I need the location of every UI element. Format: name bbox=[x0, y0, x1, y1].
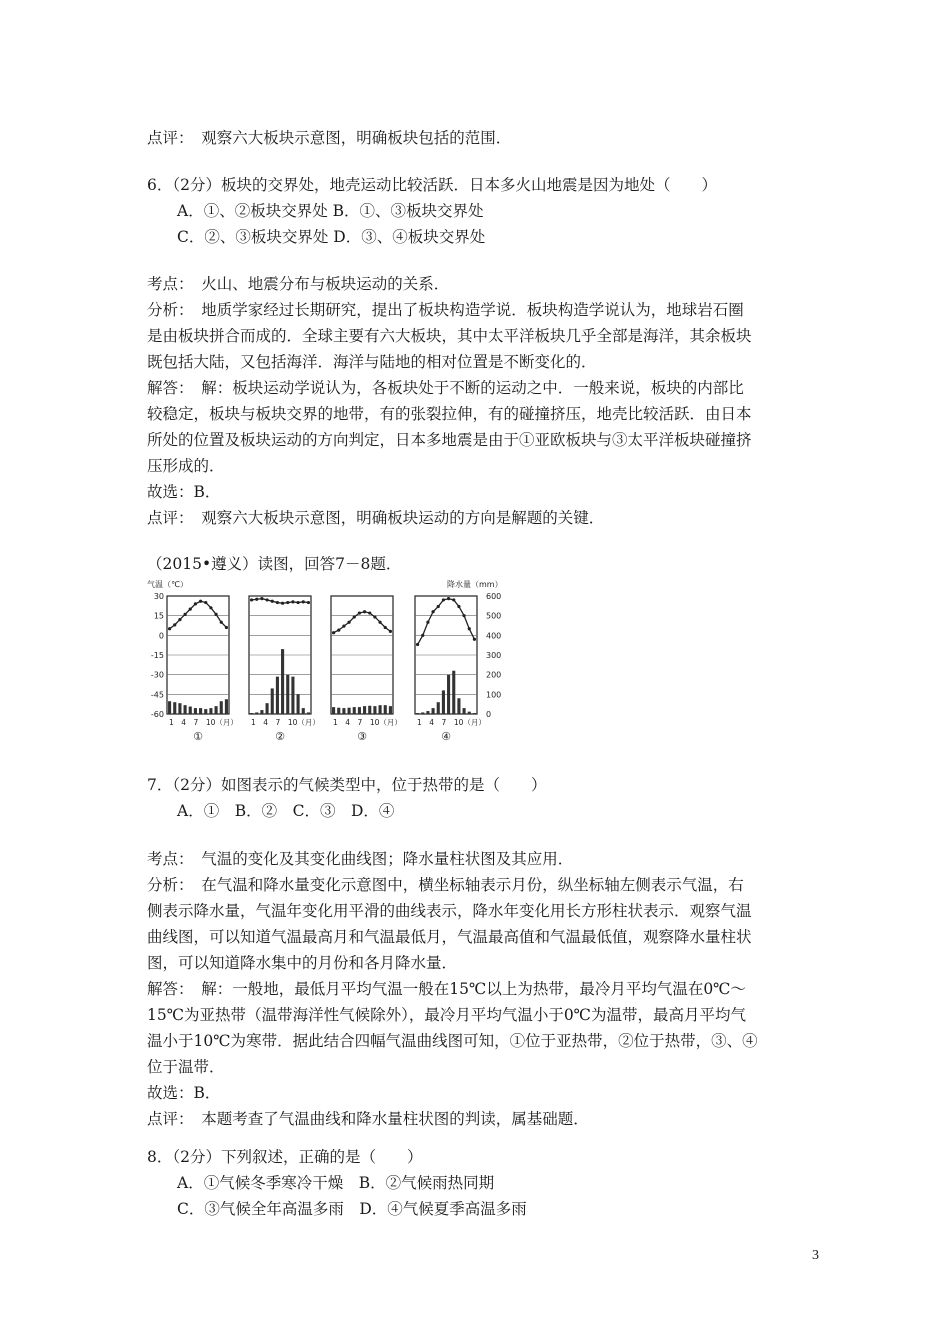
temperature-point bbox=[220, 621, 223, 624]
month-axis-label: 1 4 7 10（月） bbox=[251, 718, 320, 727]
panel-label: ② bbox=[275, 730, 285, 743]
temperature-point bbox=[368, 611, 371, 614]
q7-answer-3: 温小于10℃为寒带．据此结合四幅气温曲线图可知，①位于亚热带，②位于热带，③、④ bbox=[147, 1032, 758, 1050]
temp-tick-label: -45 bbox=[150, 690, 164, 700]
temperature-line bbox=[418, 599, 475, 645]
precip-bar bbox=[225, 699, 228, 714]
q7-point: 考点： 气温的变化及其变化曲线图；降水量柱状图及其应用． bbox=[147, 850, 574, 868]
question-6: 6．（2分）板块的交界处，地壳运动比较活跃．日本多火山地震是因为地处（ ） bbox=[147, 176, 717, 194]
temperature-point bbox=[378, 621, 381, 624]
precip-bar bbox=[447, 675, 450, 714]
q7-answer-1: 解答： 解：一般地，最低月平均气温一般在15℃以上为热带，最冷月平均气温在0℃～ bbox=[147, 980, 747, 998]
temperature-point bbox=[204, 601, 207, 604]
precip-bar bbox=[297, 694, 300, 714]
q7-analysis-3: 曲线图，可以知道气温最高月和气温最低月，气温最高值和气温最低值，观察降水量柱状 bbox=[147, 928, 752, 946]
temperature-point bbox=[389, 630, 392, 633]
temperature-point bbox=[353, 615, 356, 618]
precip-bar bbox=[416, 713, 419, 714]
precip-bar bbox=[168, 701, 171, 714]
precip-bar bbox=[384, 705, 387, 714]
panel-label: ④ bbox=[441, 730, 451, 743]
question-6-options-ab: A．①、②板块交界处 B．①、③板块交界处 bbox=[177, 202, 484, 220]
temperature-point bbox=[332, 631, 335, 634]
temperature-point bbox=[431, 610, 434, 613]
question-8-options-ab: A．①气候冬季寒冷干燥 B．②气候雨热同期 bbox=[177, 1174, 495, 1192]
q6-analysis-2: 是由板块拼合而成的．全球主要有六大板块，其中太平洋板块几乎全部是海洋，其余板块 bbox=[147, 327, 752, 345]
q7-analysis-2: 侧表示降水量，气温年变化用平滑的曲线表示，降水年变化用长方形柱状表示．观察气温 bbox=[147, 902, 752, 920]
temperature-point bbox=[189, 608, 192, 611]
precip-bar bbox=[281, 649, 284, 714]
precip-bar bbox=[437, 702, 440, 714]
precip-bar bbox=[363, 706, 366, 714]
temperature-point bbox=[276, 601, 279, 604]
temperature-point bbox=[347, 621, 350, 624]
temperature-point bbox=[271, 600, 274, 603]
temperature-line bbox=[334, 612, 391, 633]
temperature-point bbox=[296, 601, 299, 604]
temperature-line bbox=[252, 599, 309, 604]
precip-bar bbox=[389, 706, 392, 714]
temperature-point bbox=[209, 606, 212, 609]
question-8: 8．（2分）下列叙述，正确的是（ ） bbox=[147, 1148, 423, 1166]
precip-bar bbox=[302, 708, 305, 714]
question-6-options-cd: C．②、③板块交界处 D．③、④板块交界处 bbox=[177, 228, 486, 246]
precip-bar bbox=[332, 707, 335, 714]
q6-analysis-3: 既包括大陆，又包括海洋．海洋与陆地的相对位置是不断变化的． bbox=[147, 353, 597, 371]
temp-tick-label: -60 bbox=[150, 710, 164, 719]
temperature-point bbox=[199, 600, 202, 603]
temperature-point bbox=[363, 610, 366, 613]
q6-answer-2: 较稳定，板块与板块交界的地带，有的张裂拉伸，有的碰撞挤压，地壳比较活跃．由日本 bbox=[147, 405, 752, 423]
precip-bar bbox=[342, 708, 345, 714]
precip-bar bbox=[255, 712, 258, 714]
q6-analysis-1: 分析： 地质学家经过长期研究，提出了板块构造学说．板块构造学说认为，地球岩石圈 bbox=[147, 301, 744, 319]
temperature-point bbox=[250, 598, 253, 601]
temperature-point bbox=[421, 634, 424, 637]
precip-tick-label: 0 bbox=[486, 710, 492, 719]
precip-bar bbox=[215, 706, 218, 714]
temperature-point bbox=[373, 615, 376, 618]
month-axis-label: 1 4 7 10（月） bbox=[333, 718, 402, 727]
temperature-point bbox=[307, 601, 310, 604]
precip-bar bbox=[178, 703, 181, 714]
temp-tick-label: 30 bbox=[153, 592, 164, 601]
precip-bar bbox=[220, 701, 223, 714]
precip-bar bbox=[368, 706, 371, 714]
precip-bar bbox=[463, 708, 466, 714]
precip-bar bbox=[194, 708, 197, 714]
question-7: 7．（2分）如图表示的气候类型中，位于热带的是（ ） bbox=[147, 776, 547, 794]
precip-bar bbox=[307, 712, 310, 714]
temperature-point bbox=[260, 597, 263, 600]
temp-tick-label: -15 bbox=[150, 651, 164, 660]
temp-tick-label: -30 bbox=[150, 670, 164, 680]
temperature-point bbox=[473, 638, 476, 641]
temperature-point bbox=[281, 602, 284, 605]
temp-tick-label: 0 bbox=[158, 631, 164, 641]
temperature-point bbox=[447, 597, 450, 600]
precip-bar bbox=[353, 707, 356, 714]
precip-bar bbox=[432, 708, 435, 714]
temperature-point bbox=[452, 598, 455, 601]
temperature-point bbox=[302, 600, 305, 603]
q7-choice: 故选：B． bbox=[147, 1084, 221, 1102]
left-axis-title: 气温（℃） bbox=[147, 580, 188, 589]
temperature-point bbox=[286, 601, 289, 604]
temperature-point bbox=[225, 626, 228, 629]
question-8-options-cd: C．③气候全年高温多雨 D．④气候夏季高温多雨 bbox=[177, 1200, 527, 1218]
precip-tick-label: 400 bbox=[486, 631, 502, 641]
month-axis-label: 1 4 7 10（月） bbox=[417, 718, 486, 727]
temperature-point bbox=[457, 605, 460, 608]
precip-bar bbox=[189, 707, 192, 714]
precip-bar bbox=[276, 677, 279, 714]
temperature-line bbox=[170, 601, 227, 629]
temperature-point bbox=[265, 598, 268, 601]
precip-bar bbox=[426, 711, 429, 714]
temperature-point bbox=[183, 613, 186, 616]
precip-bar bbox=[473, 713, 476, 714]
temperature-point bbox=[358, 611, 361, 614]
precip-bar bbox=[173, 702, 176, 714]
precip-bar bbox=[468, 712, 471, 714]
temperature-point bbox=[416, 643, 419, 646]
precip-tick-label: 100 bbox=[486, 690, 502, 700]
panel-label: ① bbox=[193, 730, 203, 743]
question-7-options: A．① B．② C．③ D．④ bbox=[177, 802, 395, 820]
page-number: 3 bbox=[812, 1248, 819, 1263]
precip-bar bbox=[337, 708, 340, 714]
precip-bar bbox=[291, 677, 294, 714]
right-axis-title: 降水量（mm） bbox=[447, 580, 503, 589]
temperature-point bbox=[342, 625, 345, 628]
temperature-point bbox=[384, 626, 387, 629]
temperature-point bbox=[291, 600, 294, 603]
precip-bar bbox=[271, 688, 274, 714]
temperature-point bbox=[168, 627, 171, 630]
precip-bar bbox=[250, 713, 253, 714]
q6-choice: 故选：B． bbox=[147, 483, 221, 501]
chart-intro: （2015•遵义）读图，回答7－8题． bbox=[147, 555, 402, 573]
precip-tick-label: 500 bbox=[486, 611, 502, 621]
temperature-point bbox=[255, 598, 258, 601]
comment-line: 点评： 观察六大板块示意图，明确板块包括的范围． bbox=[147, 129, 512, 147]
panel-label: ③ bbox=[357, 730, 367, 743]
precip-bar bbox=[457, 698, 460, 714]
precip-bar bbox=[358, 707, 361, 714]
temperature-point bbox=[337, 628, 340, 631]
precip-bar bbox=[260, 710, 263, 714]
precip-bar bbox=[209, 708, 212, 714]
q7-analysis-1: 分析： 在气温和降水量变化示意图中，横坐标轴表示月份，纵坐标轴左侧表示气温，右 bbox=[147, 876, 744, 894]
q7-answer-2: 15℃为亚热带（温带海洋性气候除外），最冷月平均气温小于0℃为温带，最高月平均气 bbox=[147, 1006, 747, 1024]
precip-bar bbox=[204, 709, 207, 714]
q7-comment: 点评： 本题考查了气温曲线和降水量柱状图的判读，属基础题． bbox=[147, 1110, 589, 1128]
climate-charts bbox=[147, 578, 547, 748]
precip-bar bbox=[452, 671, 455, 714]
q6-point: 考点： 火山、地震分布与板块运动的关系． bbox=[147, 275, 450, 293]
temperature-point bbox=[214, 613, 217, 616]
temperature-point bbox=[442, 598, 445, 601]
precip-bar bbox=[348, 708, 351, 714]
temperature-point bbox=[173, 623, 176, 626]
precip-bar bbox=[286, 675, 289, 714]
temperature-point bbox=[462, 614, 465, 617]
precip-bar bbox=[199, 708, 202, 714]
month-axis-label: 1 4 7 10（月） bbox=[169, 718, 238, 727]
precip-bar bbox=[266, 703, 269, 714]
q6-answer-3: 所处的位置及板块运动的方向判定，日本多地震是由于①亚欧板块与③太平洋板块碰撞挤 bbox=[147, 431, 752, 449]
temperature-point bbox=[468, 627, 471, 630]
precip-tick-label: 300 bbox=[486, 651, 502, 660]
precip-bar bbox=[184, 705, 187, 714]
temperature-point bbox=[426, 621, 429, 624]
precip-bar bbox=[421, 712, 424, 714]
precip-bar bbox=[442, 690, 445, 714]
q7-answer-4: 位于温带． bbox=[147, 1058, 225, 1076]
precip-bar bbox=[373, 706, 376, 714]
precip-tick-label: 200 bbox=[486, 670, 502, 680]
q7-analysis-4: 图，可以知道降水集中的月份和各月降水量． bbox=[147, 954, 458, 972]
temperature-point bbox=[437, 605, 440, 608]
q6-comment: 点评： 观察六大板块示意图，明确板块运动的方向是解题的关键． bbox=[147, 509, 605, 527]
temperature-point bbox=[194, 602, 197, 605]
temp-tick-label: 15 bbox=[153, 611, 164, 621]
q6-answer-4: 压形成的． bbox=[147, 457, 225, 475]
precip-tick-label: 600 bbox=[486, 592, 502, 601]
precip-bar bbox=[379, 705, 382, 714]
q6-answer-1: 解答： 解：板块运动学说认为，各板块处于不断的运动之中．一般来说，板块的内部比 bbox=[147, 379, 744, 397]
temperature-point bbox=[178, 618, 181, 621]
